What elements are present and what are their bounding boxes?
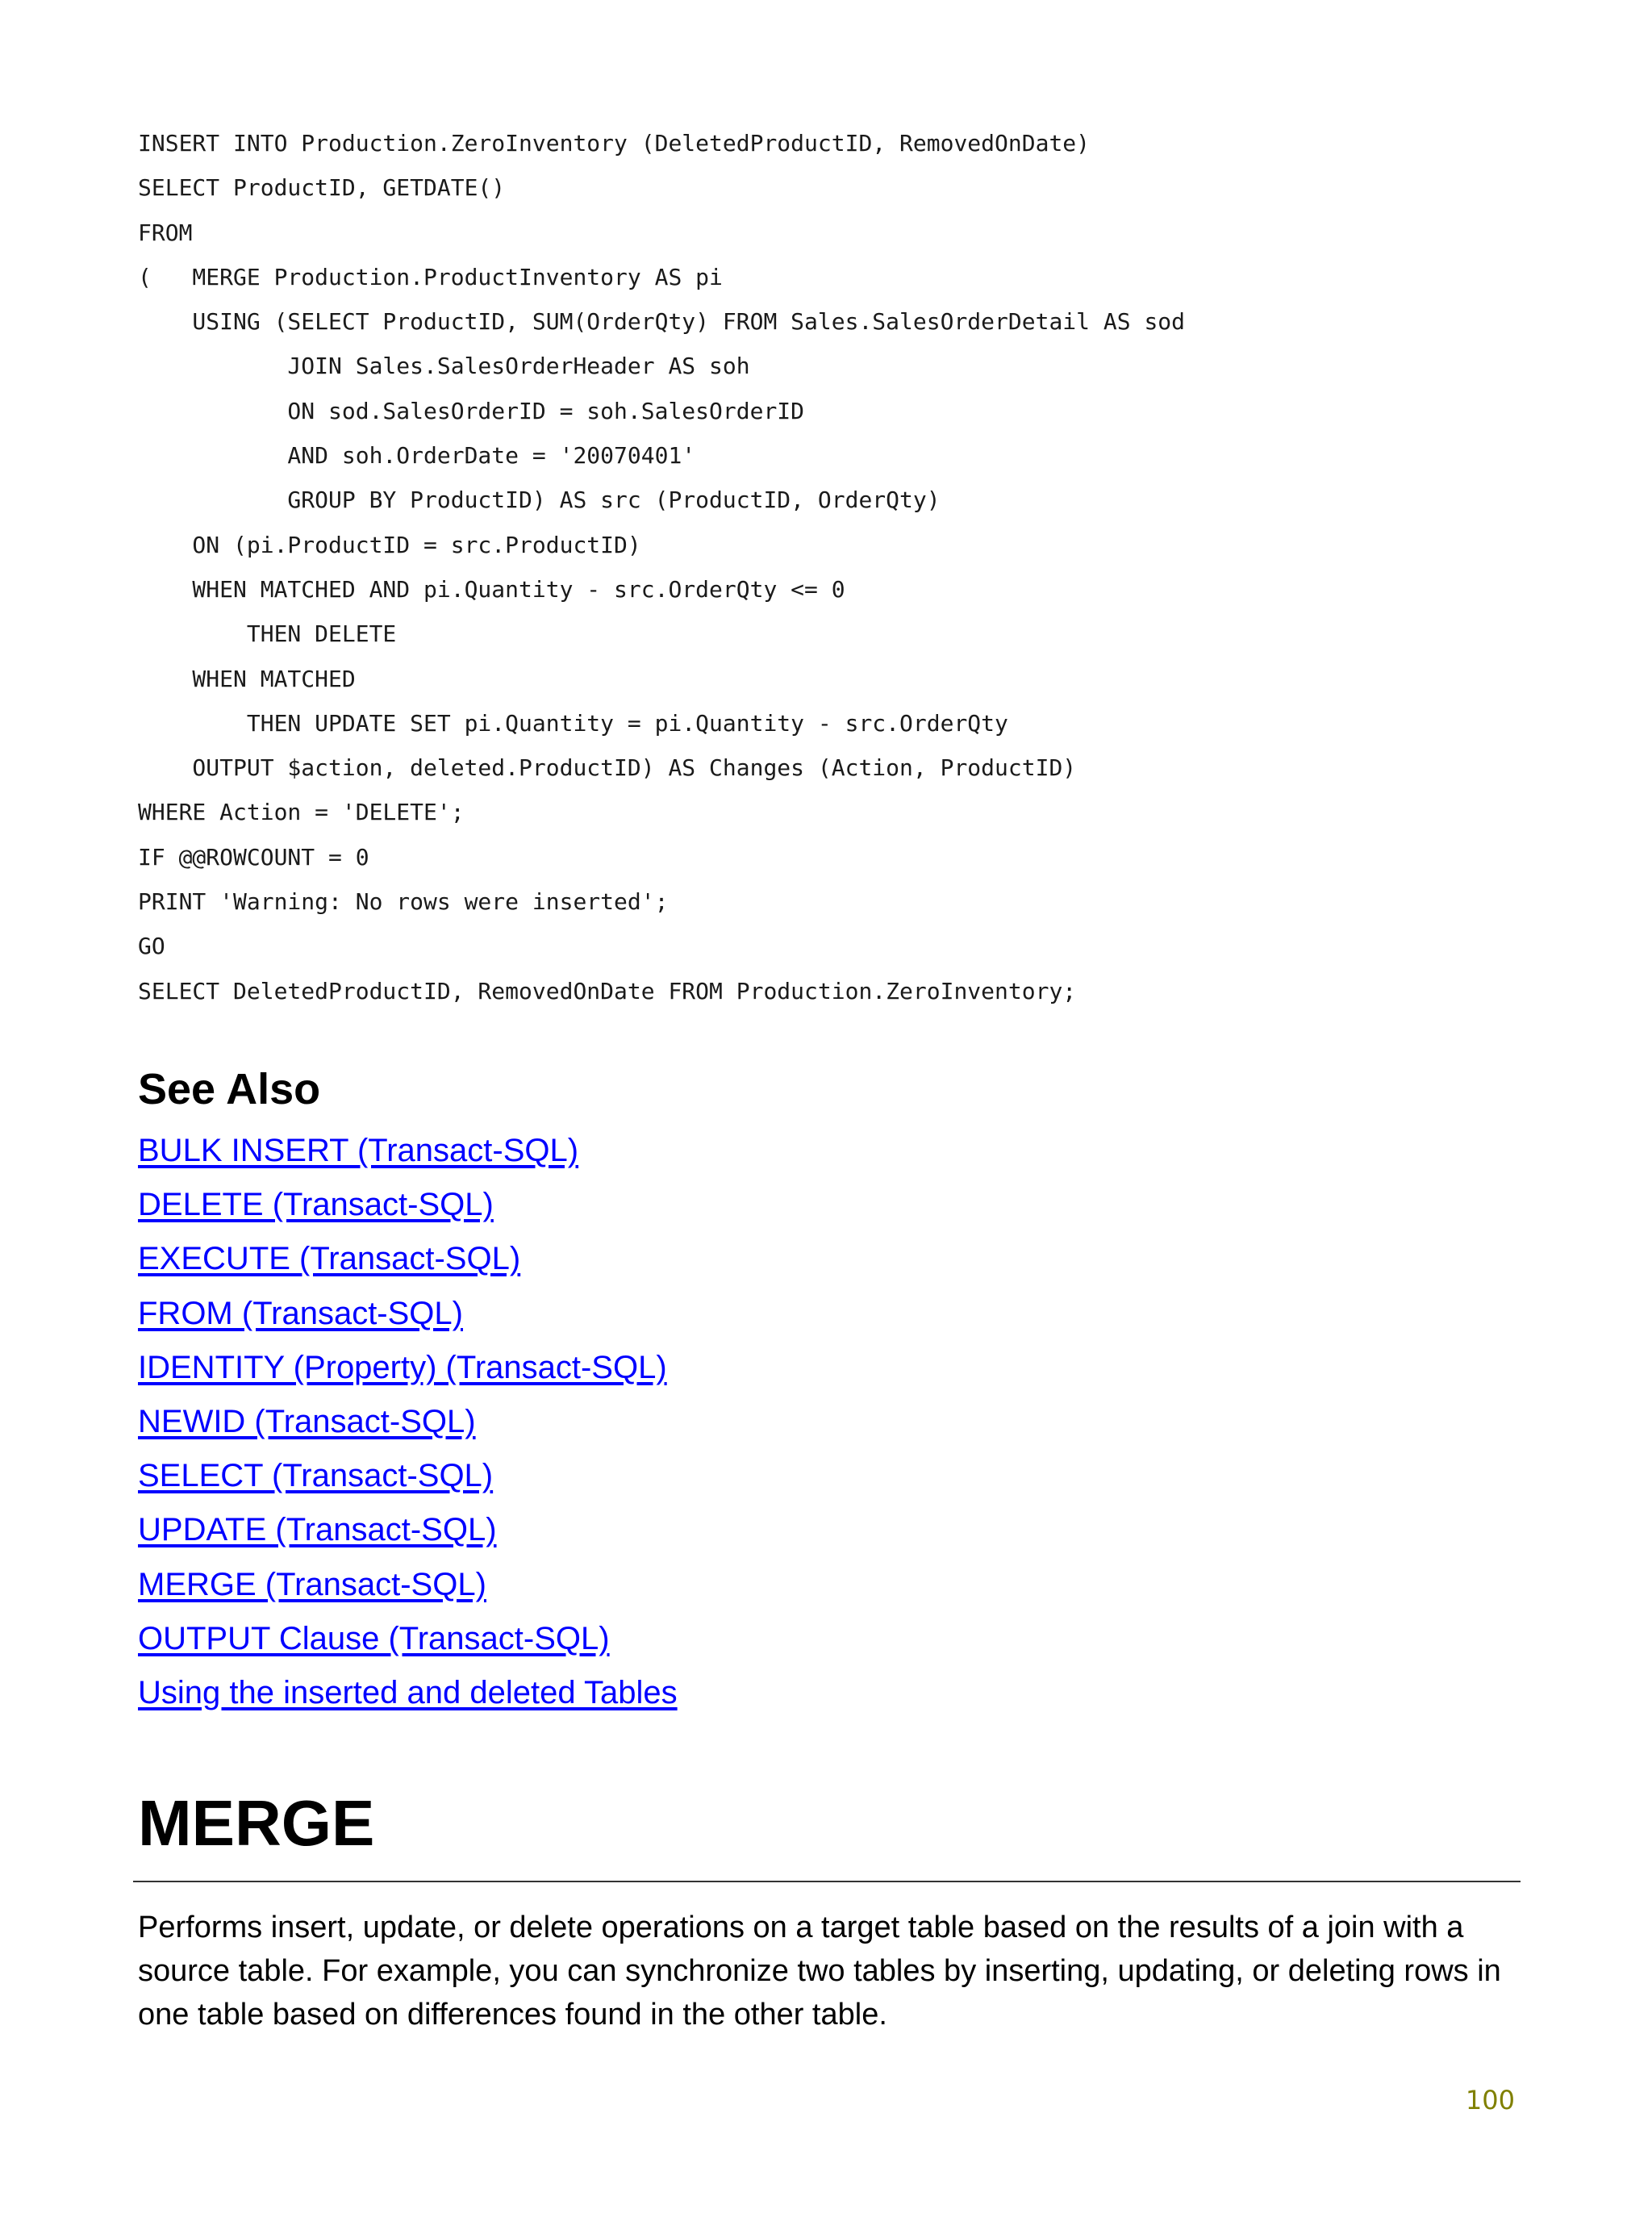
code-line: THEN DELETE [138, 620, 397, 648]
link-newid[interactable]: NEWID (Transact-SQL) [138, 1403, 476, 1439]
code-line: ON sod.SalesOrderID = soh.SalesOrderID [138, 397, 805, 424]
link-bulk-insert[interactable]: BULK INSERT (Transact-SQL) [138, 1133, 579, 1168]
link-execute[interactable]: EXECUTE (Transact-SQL) [138, 1241, 521, 1277]
code-line: FROM [138, 219, 193, 246]
code-line: WHERE Action = 'DELETE'; [138, 799, 465, 826]
link-select[interactable]: SELECT (Transact-SQL) [138, 1458, 494, 1494]
code-line: JOIN Sales.SalesOrderHeader AS soh [138, 353, 750, 380]
link-merge[interactable]: MERGE (Transact-SQL) [138, 1566, 486, 1602]
code-line: GROUP BY ProductID) AS src (ProductID, OrderQty) [138, 487, 941, 514]
merge-title: MERGE [138, 1787, 375, 1859]
code-line: AND soh.OrderDate = '20070401' [138, 442, 696, 470]
see-also-item [138, 1236, 678, 1290]
see-also-item [138, 1507, 678, 1561]
code-line: IF @@ROWCOUNT = 0 [138, 843, 369, 871]
see-also-item [138, 1453, 678, 1507]
section-divider [133, 1881, 1521, 1882]
code-line: WHEN MATCHED [138, 665, 356, 692]
code-line: PRINT 'Warning: No rows were inserted'; [138, 888, 669, 916]
see-also-links [138, 1128, 678, 1724]
code-line: OUTPUT $action, deleted.ProductID) AS Changes (Action, ProductID) [138, 754, 1077, 782]
see-also-item [138, 1670, 678, 1724]
link-inserted-deleted-tables[interactable]: Using the inserted and deleted Tables [138, 1674, 678, 1710]
code-line: THEN UPDATE SET pi.Quantity = pi.Quantity - src.OrderQty [138, 709, 1008, 737]
see-also-item [138, 1291, 678, 1345]
code-sample [138, 121, 1185, 1013]
code-line: SELECT DeletedProductID, RemovedOnDate FROM Production.ZeroInventory; [138, 977, 1077, 1004]
see-also-item [138, 1182, 678, 1236]
link-identity[interactable]: IDENTITY (Property) (Transact-SQL) [138, 1349, 667, 1385]
code-line: ON (pi.ProductID = src.ProductID) [138, 531, 641, 558]
see-also-heading: See Also [138, 1065, 321, 1113]
code-line: WHEN MATCHED AND pi.Quantity - src.OrderQty <= 0 [138, 575, 845, 603]
see-also-item [138, 1128, 678, 1182]
code-line: SELECT ProductID, GETDATE() [138, 174, 506, 202]
link-update[interactable]: UPDATE (Transact-SQL) [138, 1512, 497, 1548]
link-output-clause[interactable]: OUTPUT Clause (Transact-SQL) [138, 1620, 610, 1656]
code-line: ( MERGE Production.ProductInventory AS pi [138, 263, 723, 290]
see-also-item [138, 1399, 678, 1453]
see-also-item [138, 1616, 678, 1670]
link-from[interactable]: FROM (Transact-SQL) [138, 1295, 463, 1331]
see-also-item [138, 1562, 678, 1616]
page-number: 100 [1465, 2085, 1515, 2115]
code-line: USING (SELECT ProductID, SUM(OrderQty) FROM Sales.SalesOrderDetail AS sod [138, 308, 1186, 336]
link-delete[interactable]: DELETE (Transact-SQL) [138, 1187, 494, 1223]
merge-description: Performs insert, update, or delete operations on a target table based on the results of a join with a source table. For example, you can synchronize two tables by inserting, updating, or deleting rows in one table based on differences found in the other table. [138, 1911, 1501, 2032]
code-line: GO [138, 933, 165, 960]
code-line: INSERT INTO Production.ZeroInventory (DeletedProductID, RemovedOnDate) [138, 130, 1091, 157]
see-also-item [138, 1345, 678, 1399]
